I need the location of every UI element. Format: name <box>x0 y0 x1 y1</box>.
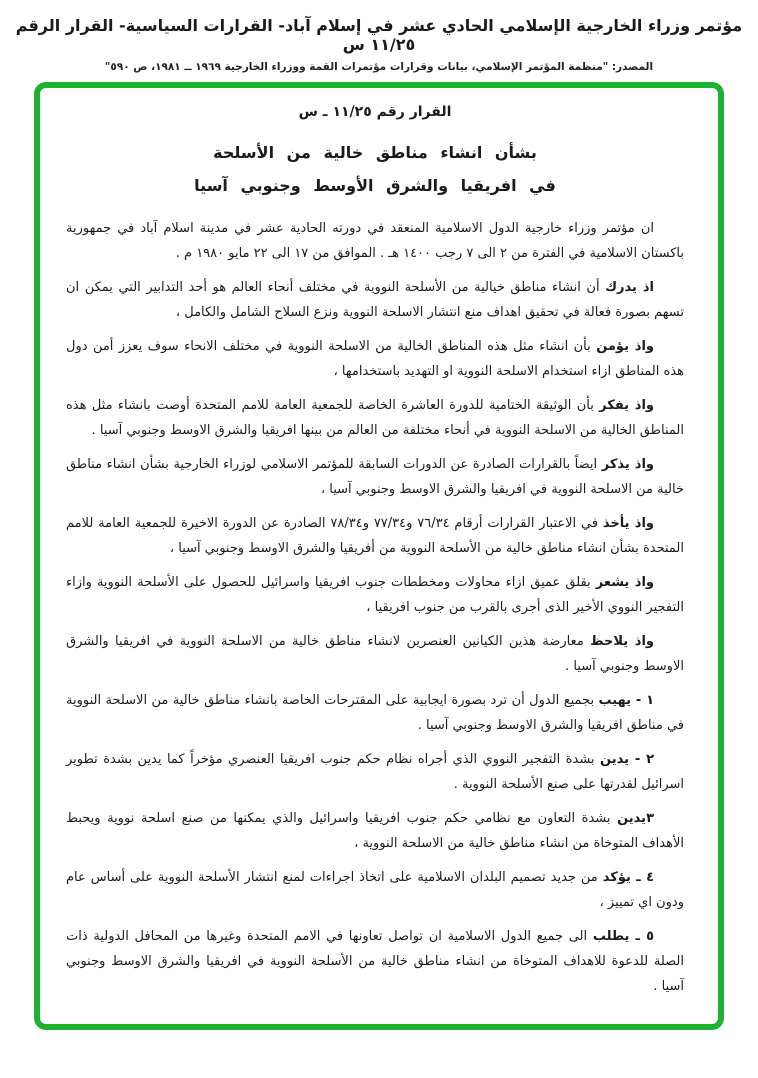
resolution-body <box>66 216 684 999</box>
operative-item-2: ٢ - يدين بشدة التفجير النووي الذي أجراه نظام حكم جنوب افريقيا العنصري مؤخراً كما يدين بشدة تطوير اسرائيل لقدرتها على صنع الأسلحة النووية . <box>66 752 684 792</box>
resolution-number: القرار رقم ١١/٢٥ ـ س <box>298 104 452 120</box>
resolution-title <box>66 136 684 202</box>
paragraph-recognizing: اذ يدرك أن انشاء مناطق خيالية من الأسلحة النووية في مختلف أنحاء العالم هو أحد التدابير التي يمكن ان تسهم بصورة فعالة في تحقيق اهداف منع انتشار الاسلحة النووية ونزع السلاح الشامل والكامل ، <box>66 280 684 320</box>
resolution-title-line-2: في افريقيا والشرق الأوسط وجنوبي آسيا <box>194 176 556 195</box>
operative-item-5: ٥ ـ يطلب الى جميع الدول الاسلامية ان تواصل تعاونها في الامم المتحدة وغيرها من المحافل الدولية ذات الصلة للدعوة للاهداف المتوخاة من انشاء مناطق خالية من الأسلحة النووية في افريقيا والشرق الاوسط وجنوبي آسيا . <box>66 929 684 994</box>
operative-item-4: ٤ ـ يؤكد من جديد تصميم البلدان الاسلامية على اتخاذ اجراءات لمنع انتشار الأسلحة النووية على أساس عام ودون اي تمييز ، <box>66 870 684 910</box>
paragraph-recalling-resolutions: واذ يذكر ايضاً بالقرارات الصادرة عن الدورات السابقة للمؤتمر الاسلامي لوزراء الخارجية بشأن انشاء مناطق خالية من الاسلحة النووية في افريقيا والشرق الاوسط وجنوبي آسيا ، <box>66 457 684 497</box>
paragraph-deep-concern: واذ يشعر بقلق عميق ازاء محاولات ومخططات جنوب افريقيا واسرائيل للحصول على الأسلحة النووية وازاء التفجير النووي الأخير الذى أجرى بالقرب من جنوب افريقيا ، <box>66 575 684 615</box>
paragraph-noting-opposition: واذ يلاحظ معارضة هذين الكيانين العنصرين لانشاء مناطق خالية من الاسلحة النووية في افريقيا والشرق الاوسط وجنوبي آسيا . <box>66 634 684 674</box>
operative-item-3: ٣يدين بشدة التعاون مع نظامي حكم جنوب افريقيا واسرائيل والذي يمكنها من صنع اسلحة نووية ويحبط الأهداف المتوخاة من انشاء مناطق خالية من الاسلحة النووية ، <box>66 811 684 851</box>
paragraph-un-resolutions: واذ يأخذ في الاعتبار القرارات أرقام ٧٦/٣٤ و٧٧/٣٤ و٧٨/٣٤ الصادرة عن الدورة الاخيرة للجمعية العامة للامم المتحدة بشأن انشاء مناطق خالية من الأسلحة النووية من أفريقيا والشرق الاوسط وجنوبي آسيا ، <box>66 516 684 556</box>
paragraph-preamble: ان مؤتمر وزراء خارجية الدول الاسلامية المنعقد في دورته الحادية عشر في مدينة اسلام آباد في جمهورية باكستان الاسلامية في الفترة من ٢ الى ٧ رجب ١٤٠٠ هـ . الموافق من ١٧ الى ٢٢ مايو ١٩٨٠ م . <box>66 221 684 261</box>
document-frame <box>34 82 724 1030</box>
paragraph-believing: واذ يؤمن بأن انشاء مثل هذه المناطق الخالية من الاسلحة النووية في مختلف الانحاء سوف يعزز أمن دول هذه المناطق ازاء استخدام الاسلحة النووية او التهديد باستخدامها ، <box>66 339 684 379</box>
page-header <box>0 0 758 73</box>
resolution-title-line-1: بشأن انشاء مناطق خالية من الأسلحة <box>213 143 537 162</box>
header-title: مؤتمر وزراء الخارجية الإسلامي الحادي عشر في إسلام آباد- القرارات السياسية- القرار الرقم ١١/٢٥ س <box>15 16 743 54</box>
header-source-citation: المصدر: "منظمة المؤتمر الإسلامي، بيانات وقرارات مؤتمرات القمة ووزراء الخارجية ١٩٦٩ ــ ١٩٨١، ص ٥٩٠" <box>104 61 654 73</box>
operative-item-1: ١ - يهيب بجميع الدول أن ترد بصورة ايجابية على المقترحات الخاصة بانشاء مناطق خالية من الاسلحة النووية في مناطق افريقيا والشرق الاوسط وجنوبي آسيا . <box>66 693 684 733</box>
paragraph-final-document: واذ يفكر بأن الوثيقة الختامية للدورة العاشرة الخاصة للجمعية العامة للامم المتحدة أوصت بانشاء مثل هذه المناطق الخالية من الاسلحة النووية في أنحاء مختلفة من العالم من بينها افريقيا والشرق الاوسط وجنوبي آسيا . <box>66 398 684 438</box>
